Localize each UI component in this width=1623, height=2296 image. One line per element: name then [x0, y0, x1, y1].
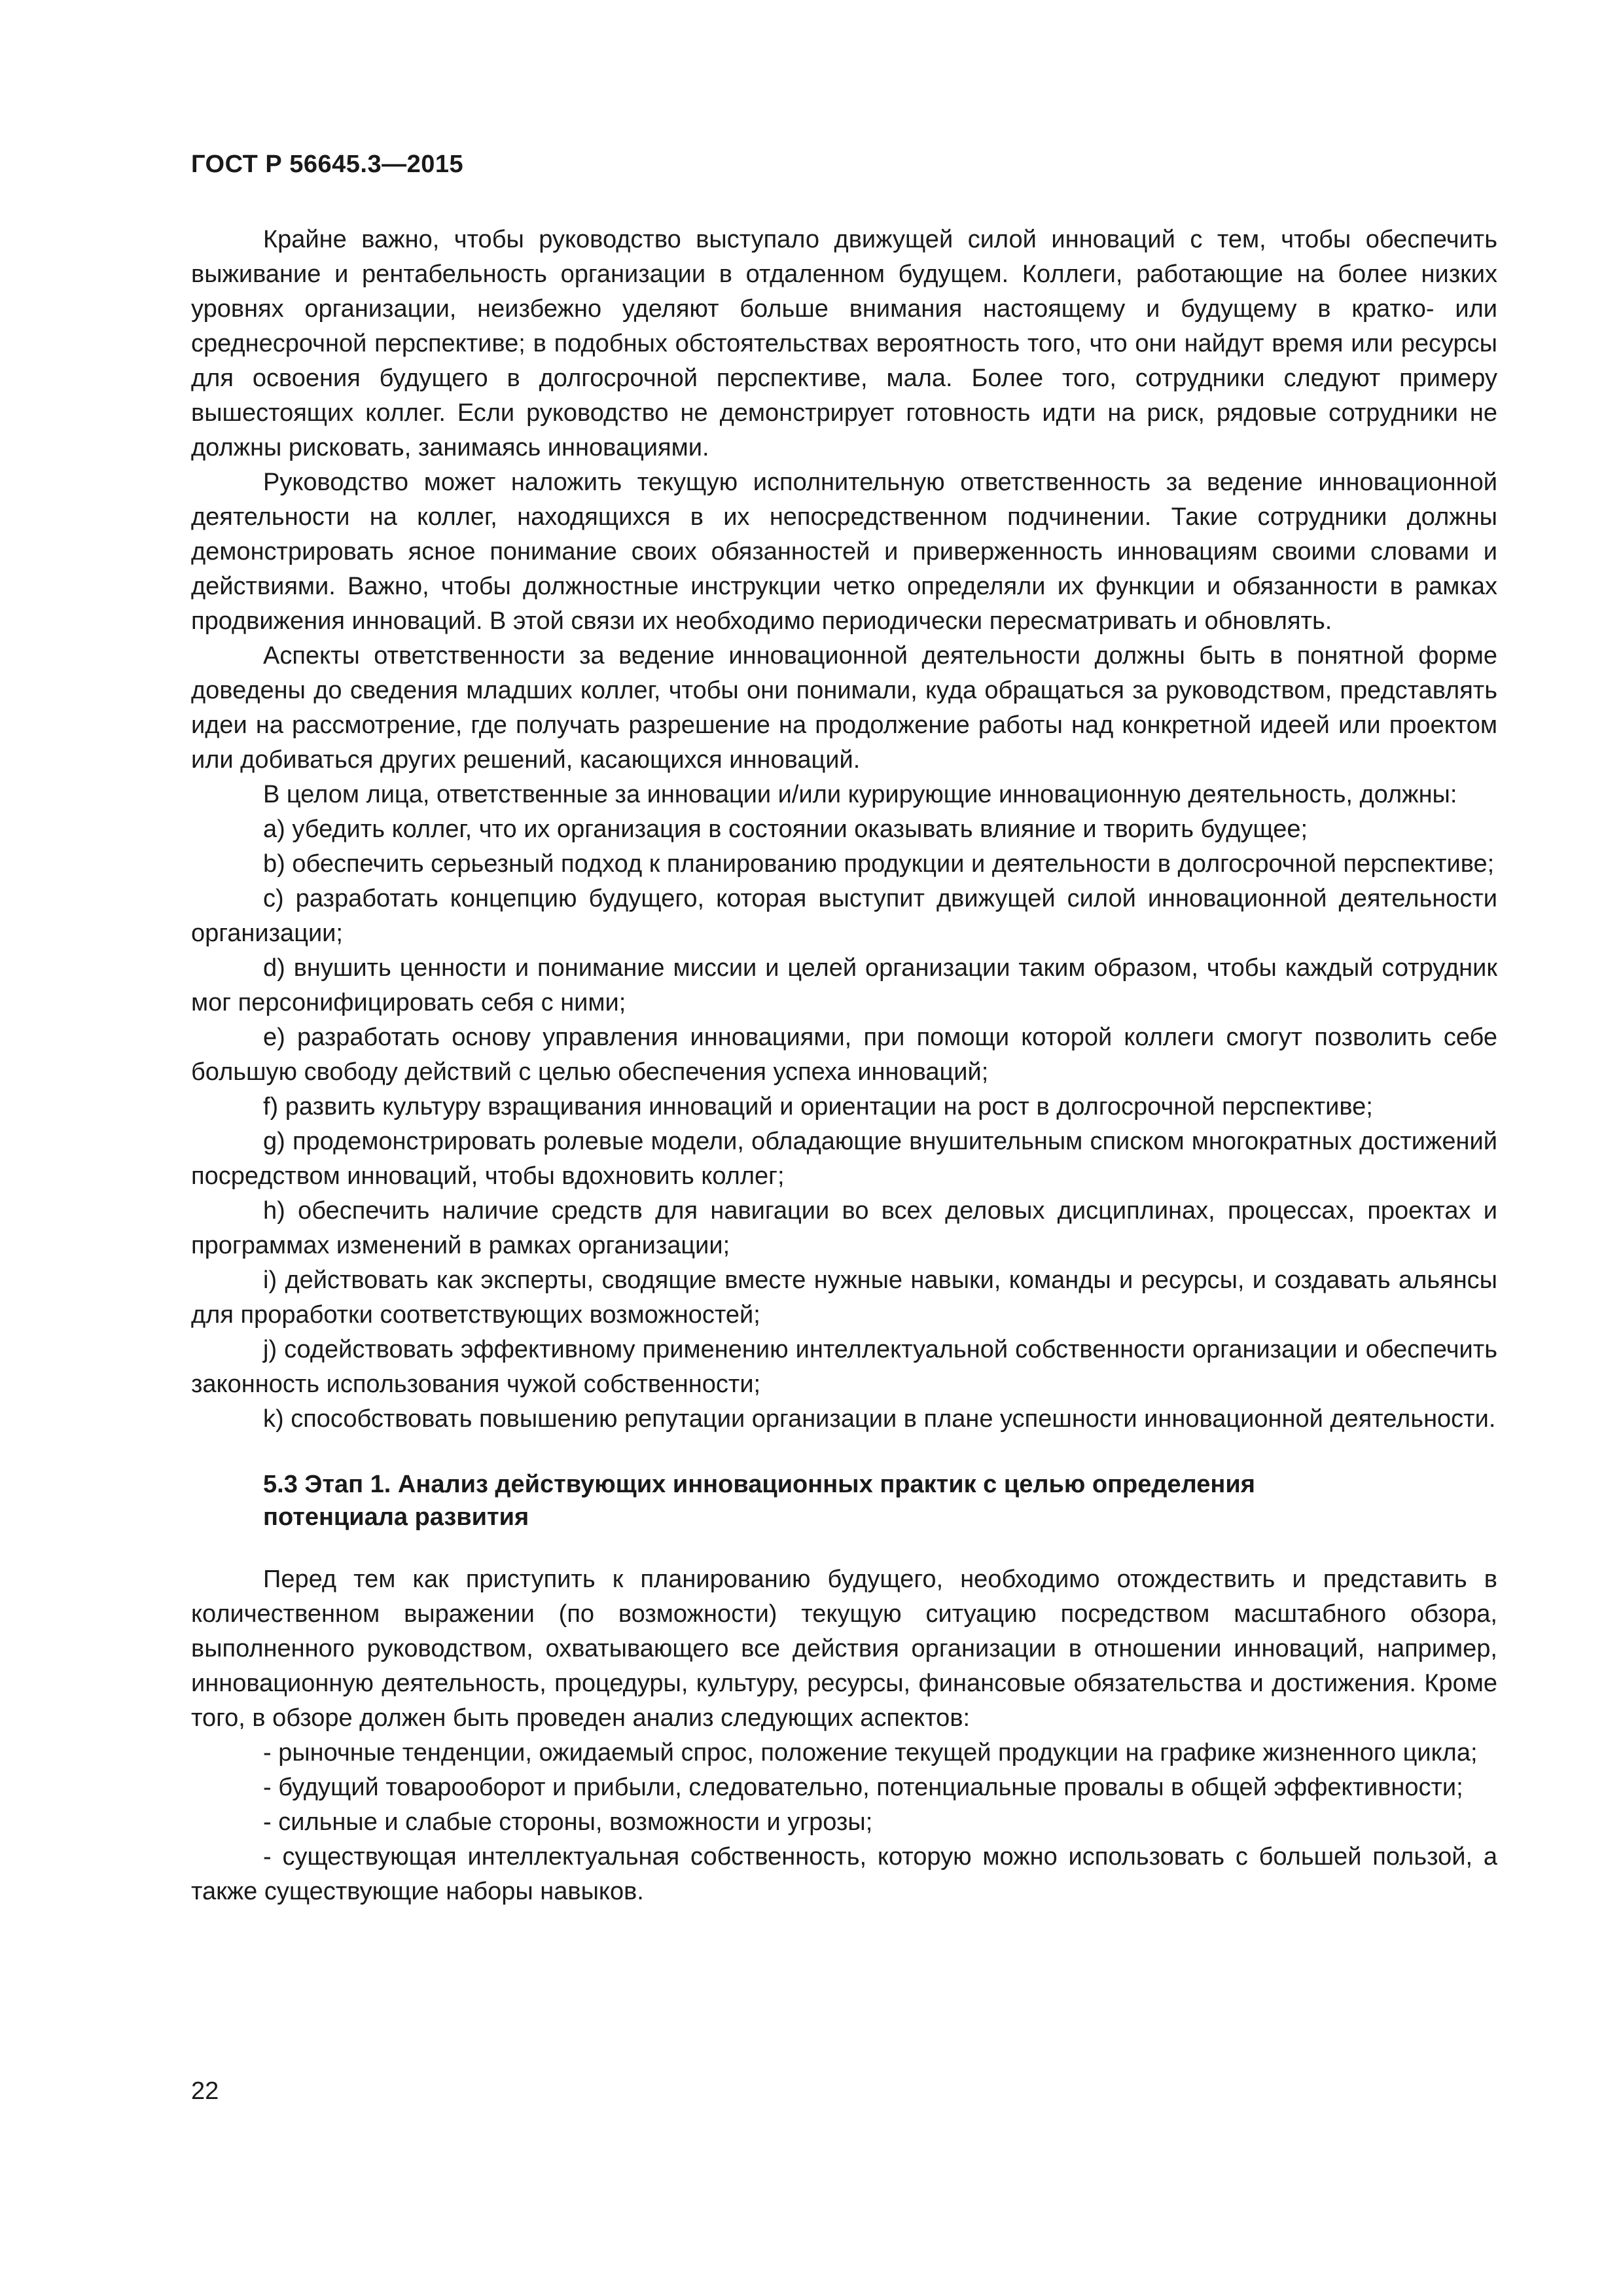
paragraph: Руководство может наложить текущую исполнительную ответственность за ведение инновационной деятельности на коллег, находящихся в их непосредственном подчинении. Такие сотрудники должны демонстрировать ясное понимание своих обязанностей и приверженность инновациям своими словами и действиями. Важно, чтобы должностные инструкции четко определяли их функции и обязанности в рамках продвижения инноваций. В этой связи их необходимо периодически пересматривать и обновлять.	[191, 469, 1497, 635]
page-number: 22	[191, 2077, 219, 2105]
paragraph: Крайне важно, чтобы руководство выступало движущей силой инноваций с тем, чтобы обеспечить выживание и рентабельность организации в отдаленном будущем. Коллеги, работающие на более низких уровнях организации, неизбежно уделяют больше внимания настоящему и будущему в кратко- или среднесрочной перспективе; в подобных обстоятельствах вероятность того, что они найдут время или ресурсы для освоения будущего в долгосрочной перспективе, мала. Более того, сотрудники следуют примеру вышестоящих коллег. Если руководство не демонстрирует готовность идти на риск, рядовые сотрудники не должны рисковать, занимаясь инновациями.	[191, 226, 1497, 461]
list-item: k) способствовать повышению репутации организации в плане успешности инновационной деятельности.	[263, 1405, 1496, 1433]
section-heading-line: потенциала развития	[263, 1503, 529, 1531]
bullet-item: - сильные и слабые стороны, возможности и угрозы;	[263, 1808, 873, 1836]
list-item: j) содействовать эффективному применению интеллектуальной собственности организации и обеспечить законность использования чужой собственности;	[191, 1336, 1497, 1398]
list-item: a) убедить коллег, что их организация в состоянии оказывать влияние и творить будущее;	[263, 816, 1308, 843]
list-item: c) разработать концепцию будущего, которая выступит движущей силой инновационной деятельности организации;	[191, 885, 1497, 947]
list-item: e) разработать основу управления инновациями, при помощи которой коллеги смогут позволить себе большую свободу действий с целью обеспечения успеха инноваций;	[191, 1024, 1497, 1086]
section-heading	[191, 1468, 1497, 1534]
paragraph: В целом лица, ответственные за инновации и/или курирующие инновационную деятельность, должны:	[263, 781, 1457, 808]
bullet-item: - будущий товарооборот и прибыли, следовательно, потенциальные провалы в общей эффективности;	[263, 1774, 1463, 1801]
paragraph: Аспекты ответственности за ведение инновационной деятельности должны быть в понятной форме доведены до сведения младших коллег, чтобы они понимали, куда обращаться за руководством, представлять идеи на рассмотрение, где получать разрешение на продолжение работы над конкретной идеей или проектом или добиваться других решений, касающихся инноваций.	[191, 642, 1497, 774]
list-item: d) внушить ценности и понимание миссии и целей организации таким образом, чтобы каждый сотрудник мог персонифицировать себя с ними;	[191, 954, 1497, 1016]
list-item: g) продемонстрировать ролевые модели, обладающие внушительным списком многократных достижений посредством инноваций, чтобы вдохновить коллег;	[191, 1128, 1497, 1190]
section-intro: Перед тем как приступить к планированию будущего, необходимо отождествить и представить в количественном выражении (по возможности) текущую ситуацию посредством масштабного обзора, выполненного руководством, охватывающего все действия организации в отношении инноваций, например, инновационную деятельность, процедуры, культуру, ресурсы, финансовые обязательства и достижения. Кроме того, в обзоре должен быть проведен анализ следующих аспектов:	[191, 1566, 1497, 1732]
section-heading-line: 5.3 Этап 1. Анализ действующих инновационных практик с целью определения	[263, 1471, 1255, 1498]
bullet-item: - существующая интеллектуальная собственность, которую можно использовать с большей пользой, а также существующие наборы навыков.	[191, 1843, 1497, 1905]
standard-header: ГОСТ Р 56645.3—2015	[191, 151, 464, 178]
list-item: b) обеспечить серьезный подход к планированию продукции и деятельности в долгосрочной перспективе;	[263, 850, 1495, 878]
list-item: f) развить культуру взращивания инноваций и ориентации на рост в долгосрочной перспективе;	[263, 1093, 1373, 1121]
list-item: h) обеспечить наличие средств для навигации во всех деловых дисциплинах, процессах, проектах и программах изменений в рамках организации;	[191, 1197, 1497, 1259]
list-item: i) действовать как эксперты, сводящие вместе нужные навыки, команды и ресурсы, и создавать альянсы для проработки соответствующих возможностей;	[191, 1266, 1497, 1329]
document-body	[191, 223, 1497, 1909]
bullet-item: - рыночные тенденции, ожидаемый спрос, положение текущей продукции на графике жизненного цикла;	[263, 1739, 1478, 1767]
